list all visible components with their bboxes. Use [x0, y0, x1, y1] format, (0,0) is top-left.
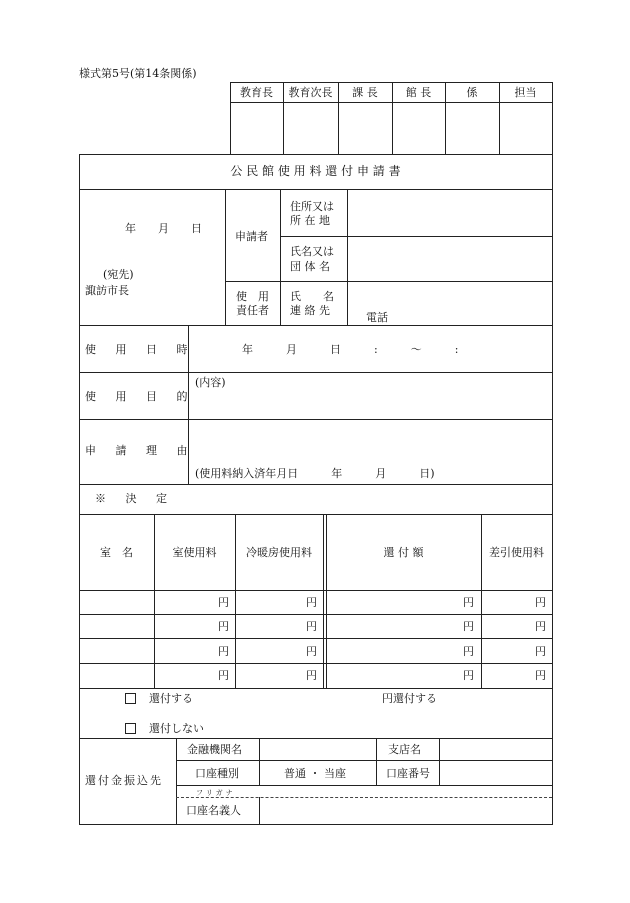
- approval-header: 館 長: [405, 86, 432, 99]
- account-number-label: 口座番号: [386, 767, 430, 780]
- refund-checkbox[interactable]: [125, 693, 136, 704]
- form-title: 公 民 館 使 用 料 還 付 申 請 書: [230, 164, 401, 178]
- decision-heading: ※ 決 定: [95, 492, 175, 505]
- approval-stamp-cell[interactable]: [284, 103, 338, 154]
- approval-stamp-cell[interactable]: [500, 103, 552, 154]
- unit-yen: 円: [463, 645, 474, 658]
- unit-yen: 円: [218, 645, 229, 658]
- col-header-room: 室 名: [100, 546, 133, 559]
- account-holder-field[interactable]: [260, 798, 552, 824]
- reason-field[interactable]: [189, 420, 552, 464]
- addressee-label: (宛先): [103, 268, 134, 281]
- no-refund-checkbox[interactable]: [125, 723, 136, 734]
- address-label: 住所又は: [290, 200, 334, 213]
- account-type-value[interactable]: 普通 ・ 当座: [284, 767, 346, 780]
- purpose-note: (内容): [195, 376, 226, 389]
- address-field[interactable]: [348, 190, 552, 236]
- branch-label: 支店名: [388, 743, 421, 756]
- unit-yen: 円: [463, 596, 474, 609]
- approval-header: 課 長: [352, 86, 378, 99]
- contact-label: 連 絡 先: [290, 304, 330, 317]
- address-label: 所 在 地: [290, 214, 330, 227]
- account-type-label: 口座種別: [195, 767, 239, 780]
- col-header-room-fee: 室使用料: [172, 546, 217, 559]
- manager-label: 使 用: [236, 290, 269, 303]
- mayor-label: 諏訪市長: [85, 284, 129, 297]
- unit-yen: 円: [535, 645, 546, 658]
- no-refund-option-label: 還付しない: [149, 722, 204, 735]
- branch-field[interactable]: [440, 739, 552, 760]
- unit-yen: 円: [463, 620, 474, 633]
- unit-yen: 円: [306, 620, 317, 633]
- unit-yen: 円: [535, 620, 546, 633]
- unit-yen: 円: [306, 669, 317, 682]
- refund-amount-label: 円還付する: [382, 692, 437, 705]
- unit-yen: 円: [218, 669, 229, 682]
- unit-yen: 円: [535, 669, 546, 682]
- name-label: 氏名又は: [290, 245, 334, 258]
- unit-yen: 円: [535, 596, 546, 609]
- approval-header: 教育長: [240, 86, 273, 99]
- usage-datetime-label: 使 用 日 時: [85, 343, 196, 356]
- usage-purpose-label: 使 用 目 的: [85, 390, 196, 403]
- usage-datetime-value[interactable]: 年 月 日 : 〜 :: [242, 343, 459, 356]
- refund-option-label: 還付する: [149, 692, 193, 705]
- approval-header: 教育次長: [288, 86, 333, 99]
- purpose-field[interactable]: [189, 390, 552, 419]
- unit-yen: 円: [306, 645, 317, 658]
- institution-field[interactable]: [260, 739, 376, 760]
- institution-label: 金融機関名: [187, 743, 242, 756]
- applicant-label: 申請者: [235, 230, 268, 243]
- manager-label: 責任者: [236, 304, 269, 317]
- col-header-refund-amount: 還 付 額: [383, 546, 424, 559]
- unit-yen: 円: [306, 596, 317, 609]
- col-header-aircon-fee: 冷暖房使用料: [246, 546, 312, 559]
- approval-stamp-cell[interactable]: [231, 103, 283, 154]
- application-date: 年 月 日: [125, 222, 202, 235]
- contact-field[interactable]: [348, 282, 552, 325]
- col-header-net-fee: 差引使用料: [489, 546, 544, 559]
- approval-stamp-cell[interactable]: [339, 103, 392, 154]
- form-id: 様式第5号(第14条関係): [79, 67, 197, 80]
- phone-label: 電話: [366, 311, 388, 324]
- account-number-field[interactable]: [440, 761, 552, 785]
- contact-name-label: 氏 名: [290, 290, 334, 303]
- furigana-label: フリガナ: [196, 789, 236, 797]
- account-holder-label: 口座名義人: [186, 804, 241, 817]
- approval-stamp-cell[interactable]: [446, 103, 499, 154]
- approval-header: 係: [466, 86, 478, 99]
- application-reason-label: 申 請 理 由: [85, 444, 196, 457]
- name-label: 団 体 名: [290, 260, 330, 273]
- approval-header: 担当: [514, 86, 537, 99]
- unit-yen: 円: [463, 669, 474, 682]
- approval-stamp-cell[interactable]: [393, 103, 445, 154]
- bank-section-label: 還付金振込先: [85, 774, 163, 787]
- unit-yen: 円: [218, 620, 229, 633]
- name-field[interactable]: [348, 237, 552, 281]
- payment-date-note: (使用料納入済年月日 年 月 日): [195, 467, 435, 480]
- unit-yen: 円: [218, 596, 229, 609]
